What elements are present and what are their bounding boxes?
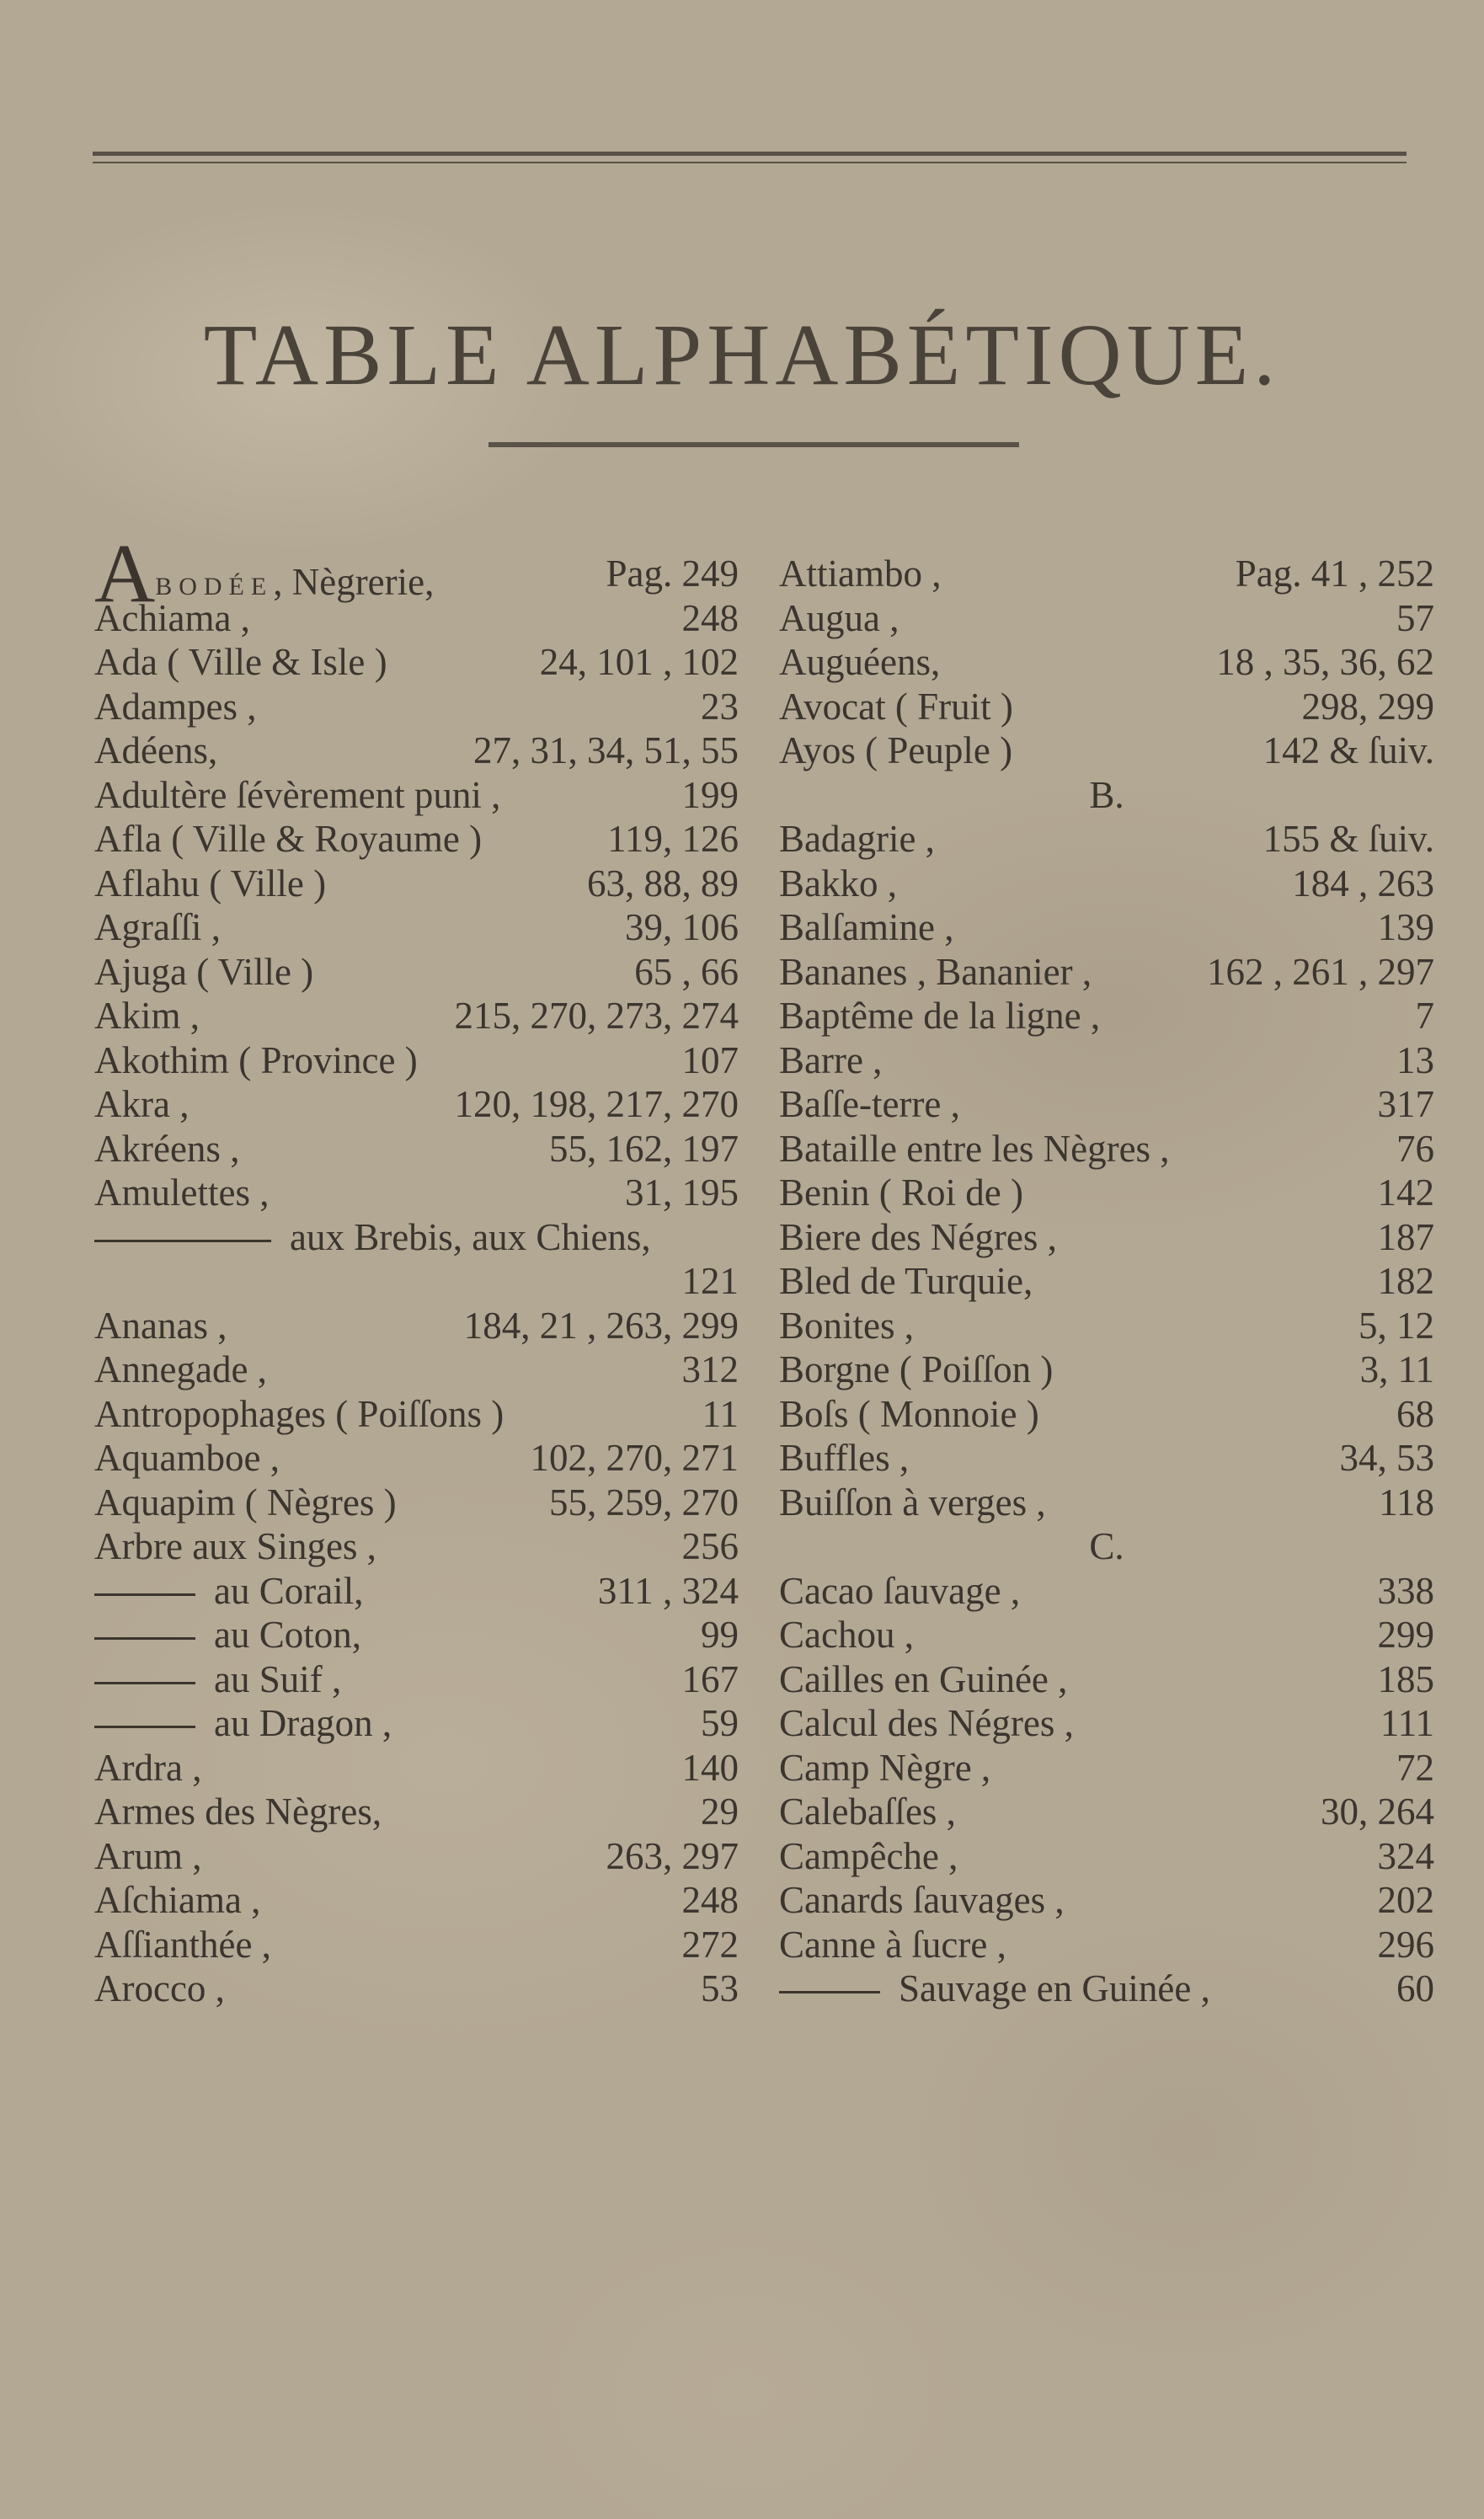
index-entry (779, 905, 1434, 950)
index-entry (94, 640, 739, 685)
index-entry (94, 1569, 739, 1614)
index-entry (94, 1524, 739, 1569)
index-entry (94, 773, 739, 818)
entry-name: Achiama , (94, 596, 250, 639)
entry-name: Bakko , (779, 862, 897, 905)
entry-name: Buffles , (779, 1437, 910, 1479)
entry-pages: 299 (1377, 1614, 1434, 1656)
entry-name: Benin ( Roi de ) (779, 1171, 1023, 1214)
index-entry (779, 728, 1434, 773)
index-entry (94, 1304, 739, 1348)
entry-name: Aſchiama , (94, 1879, 261, 1921)
index-entry (94, 1171, 739, 1215)
entry-pages: 111 (1380, 1702, 1434, 1744)
index-column-left (94, 526, 739, 2011)
entry-pages: 317 (1377, 1083, 1434, 1125)
entry-pages: 296 (1377, 1923, 1434, 1966)
entry-pages: 256 (681, 1525, 739, 1567)
entry-pages: 39, 106 (625, 906, 739, 948)
entry-pages: 99 (701, 1614, 739, 1656)
index-entry (779, 1259, 1434, 1304)
index-entry (779, 1967, 1434, 2011)
index-entry (94, 1215, 739, 1260)
entry-name: Aquapim ( Nègres ) (94, 1481, 397, 1524)
index-entry (94, 950, 739, 995)
index-entry (779, 817, 1434, 862)
entry-name: Adultère ſévèrement puni , (94, 773, 501, 816)
index-entry (779, 994, 1434, 1038)
entry-name: Attiambo , (779, 552, 942, 595)
entry-pages: 184, 21 , 263, 299 (463, 1304, 739, 1347)
entry-pages: 120, 198, 217, 270 (454, 1083, 739, 1125)
entry-name: Adéens, (94, 729, 218, 771)
entry-name: Ajuga ( Ville ) (94, 950, 314, 993)
entry-pages: 263, 297 (606, 1834, 739, 1877)
entry-pages: 139 (1377, 906, 1434, 948)
index-entry (779, 1746, 1434, 1791)
entry-name: Aflahu ( Ville ) (94, 862, 327, 905)
entry-pages: 68 (1396, 1392, 1434, 1435)
index-entry (779, 552, 1434, 596)
entry-name: Barre , (779, 1038, 883, 1081)
index-entry (94, 1082, 739, 1127)
index-entry (94, 1701, 739, 1746)
entry-pages: 182 (1377, 1260, 1434, 1302)
entry-name: Biere des Négres , (779, 1215, 1057, 1258)
index-entry (779, 1657, 1434, 1702)
index-entry (779, 1171, 1434, 1215)
entry-pages: 53 (701, 1967, 739, 2009)
entry-pages: 31, 195 (625, 1171, 739, 1214)
entry-pages: 11 (702, 1392, 739, 1435)
entry-name: au Coton, (214, 1614, 361, 1656)
index-entry (94, 1481, 739, 1525)
entry-pages: 23 (701, 685, 739, 728)
entry-name: Ada ( Ville & Isle ) (94, 641, 387, 683)
entry-pages: 102, 270, 271 (530, 1437, 739, 1479)
index-entry (779, 1215, 1434, 1260)
entry-pages: 184 , 263 (1292, 862, 1434, 905)
letter-heading (779, 1524, 1434, 1569)
ditto-dash (94, 1637, 195, 1640)
index-entry (779, 1038, 1434, 1083)
entry-name: Cacao ſauvage , (779, 1569, 1021, 1612)
index-entry (779, 950, 1434, 995)
entry-name: Calebaſſes , (779, 1791, 956, 1833)
index-entry (94, 1834, 739, 1879)
entry-name: Amulettes , (94, 1171, 270, 1214)
index-entry (94, 994, 739, 1038)
index-entry (94, 1436, 739, 1481)
entry-pages: 155 & ſuiv. (1262, 818, 1434, 860)
entry-pages: 63, 88, 89 (587, 862, 739, 905)
entry-pages: 167 (681, 1657, 739, 1700)
drop-cap: A (94, 526, 156, 620)
entry-pages: 202 (1377, 1879, 1434, 1921)
entry-pages: 272 (681, 1923, 739, 1966)
entry-pages: 59 (701, 1702, 739, 1744)
entry-name: Buiſſon à verges , (779, 1481, 1046, 1524)
ditto-dash (94, 1682, 195, 1684)
entry-pages: 65 , 66 (634, 950, 739, 993)
entry-pages: 118 (1379, 1481, 1434, 1524)
entry-pages: 55, 162, 197 (549, 1127, 739, 1170)
index-entry (779, 1569, 1434, 1614)
entry-pages: 24, 101 , 102 (539, 641, 739, 683)
entry-name: Akim , (94, 995, 200, 1037)
index-entry (94, 728, 739, 773)
entry-name: Boſs ( Monnoie ) (779, 1392, 1039, 1435)
entry-pages: Pag. 249 (606, 552, 739, 595)
entry-pages: 55, 259, 270 (549, 1481, 739, 1524)
entry-pages: 248 (681, 1879, 739, 1921)
index-entry (94, 1657, 739, 1702)
index-entry (94, 1967, 739, 2011)
entry-pages: Pag. 41 , 252 (1235, 552, 1434, 595)
page-title: TABLE ALPHABÉTIQUE. (203, 306, 1281, 403)
entry-pages: 34, 53 (1339, 1437, 1434, 1479)
entry-pages: 76 (1396, 1127, 1434, 1170)
entry-pages: 29 (701, 1791, 739, 1833)
index-entry (779, 1348, 1434, 1392)
index-entry (779, 1436, 1434, 1481)
ditto-dash (94, 1593, 195, 1596)
entry-name: Akothim ( Province ) (94, 1038, 418, 1081)
entry-pages: 312 (681, 1348, 739, 1390)
index-entry (779, 1392, 1434, 1437)
entry-name: Calcul des Négres , (779, 1702, 1074, 1744)
top-double-rule (93, 152, 1407, 163)
letter-heading (779, 773, 1434, 818)
index-entry (779, 685, 1434, 729)
entry-name: Baptême de la ligne , (779, 995, 1101, 1037)
entry-name: Auguéens, (779, 641, 941, 683)
index-entry (94, 1348, 739, 1392)
entry-pages: 18 , 35, 36, 62 (1216, 641, 1434, 683)
entry-pages: 215, 270, 273, 274 (454, 995, 739, 1037)
index-entry (779, 1304, 1434, 1348)
entry-name: Antropophages ( Poiſſons ) (94, 1392, 504, 1435)
entry-name: aux Brebis, aux Chiens, (290, 1215, 651, 1258)
index-entry (94, 817, 739, 862)
entry-name: Ardra , (94, 1746, 202, 1789)
entry-name: Campêche , (779, 1834, 958, 1877)
entry-pages: 27, 31, 34, 51, 55 (473, 729, 739, 771)
index-column-right (779, 552, 1434, 2011)
ditto-dash (779, 1991, 880, 1993)
entry-pages: 13 (1396, 1038, 1434, 1081)
entry-name: Bonites , (779, 1304, 915, 1347)
entry-name: Badagrie , (779, 818, 935, 860)
entry-name: Balſamine , (779, 906, 954, 948)
entry-name: Ananas , (94, 1304, 227, 1347)
ditto-dash (94, 1726, 195, 1728)
entry-pages: 311 , 324 (597, 1569, 739, 1612)
entry-name-rest: , Nègrerie, (273, 561, 435, 603)
entry-name: Aſſianthée , (94, 1923, 271, 1966)
entry-name: Akra , (94, 1083, 190, 1125)
entry-pages: 7 (1415, 995, 1434, 1037)
ditto-dash (94, 1240, 271, 1242)
entry-name: Aquamboe , (94, 1437, 280, 1479)
index-entry (779, 1701, 1434, 1746)
letter-heading-text: C. (1089, 1525, 1124, 1567)
index-entry (94, 1038, 739, 1083)
index-entry (94, 1790, 739, 1834)
index-entry (94, 685, 739, 729)
entry-name: Cachou , (779, 1614, 914, 1656)
entry-pages: 121 (681, 1260, 739, 1302)
entry-name: au Corail, (214, 1569, 364, 1612)
entry-pages: 3, 11 (1359, 1348, 1434, 1390)
entry-name: Cailles en Guinée , (779, 1657, 1068, 1700)
index-entry (779, 1613, 1434, 1657)
index-entry (779, 1082, 1434, 1127)
index-entry (779, 1923, 1434, 1967)
entry-name: Avocat ( Fruit ) (779, 685, 1013, 728)
index-entry (94, 1127, 739, 1171)
entry-pages: 162 , 261 , 297 (1207, 950, 1434, 993)
entry-name: Agraſſi , (94, 906, 221, 948)
entry-pages: 60 (1396, 1967, 1434, 2009)
entry-name: au Dragon , (214, 1702, 392, 1744)
index-entry (779, 596, 1434, 641)
entry-name: Sauvage en Guinée , (899, 1967, 1210, 2009)
entry-pages: 185 (1377, 1657, 1434, 1700)
index-entry (94, 1613, 739, 1657)
entry-pages: 187 (1377, 1215, 1434, 1258)
entry-name: Akréens , (94, 1127, 240, 1170)
entry-name: Bled de Turquie, (779, 1260, 1033, 1302)
entry-pages: 57 (1396, 596, 1434, 639)
entry-pages: 30, 264 (1321, 1791, 1434, 1833)
index-entry (779, 1834, 1434, 1879)
entry-name: Bananes , Bananier , (779, 950, 1092, 993)
entry-pages: 119, 126 (607, 818, 739, 860)
title-rule (488, 442, 1019, 447)
entry-pages: 5, 12 (1359, 1304, 1434, 1347)
entry-name: Ayos ( Peuple ) (779, 729, 1013, 771)
entry-name: Baſſe-terre , (779, 1083, 960, 1125)
entry-pages: 72 (1396, 1746, 1434, 1789)
index-entry (779, 1127, 1434, 1171)
index-entry (94, 1392, 739, 1437)
entry-name: Arocco , (94, 1967, 225, 2009)
index-entry (779, 1481, 1434, 1525)
entry-smallcaps: BODÉE (155, 573, 274, 600)
entry-name: Arum , (94, 1834, 202, 1877)
entry-pages: 140 (681, 1746, 739, 1789)
entry-pages: 298, 299 (1301, 685, 1434, 728)
index-entry (94, 905, 739, 950)
index-entry (779, 862, 1434, 906)
entry-pages: 338 (1377, 1569, 1434, 1612)
entry-name: Canne à ſucre , (779, 1923, 1006, 1966)
entry-pages: 324 (1377, 1834, 1434, 1877)
index-entry (779, 1790, 1434, 1834)
entry-pages: 142 (1377, 1171, 1434, 1214)
entry-pages: 248 (681, 596, 739, 639)
entry-name: Borgne ( Poiſſon ) (779, 1348, 1054, 1390)
entry-name: au Suif , (214, 1657, 342, 1700)
index-entry (94, 1923, 739, 1967)
index-entry (779, 1878, 1434, 1923)
entry-name: Canards ſauvages , (779, 1879, 1065, 1921)
entry-name: Armes des Nègres, (94, 1791, 382, 1833)
entry-name: Afla ( Ville & Royaume ) (94, 818, 483, 860)
entry-name: Adampes , (94, 685, 257, 728)
index-entry (94, 862, 739, 906)
entry-pages: 199 (681, 773, 739, 816)
entry-name: Annegade , (94, 1348, 267, 1390)
index-entry (94, 1746, 739, 1791)
index-entry (779, 640, 1434, 685)
entry-name: Augua , (779, 596, 899, 639)
entry-continuation (94, 1259, 739, 1304)
entry-name: Arbre aux Singes , (94, 1525, 376, 1567)
letter-heading-text: B. (1089, 773, 1124, 816)
entry-pages: 107 (681, 1038, 739, 1081)
entry-pages: 142 & ſuiv. (1262, 729, 1434, 771)
entry-name: Bataille entre les Nègres , (779, 1127, 1170, 1170)
entry-name: Camp Nègre , (779, 1746, 991, 1789)
index-entry (94, 1878, 739, 1923)
